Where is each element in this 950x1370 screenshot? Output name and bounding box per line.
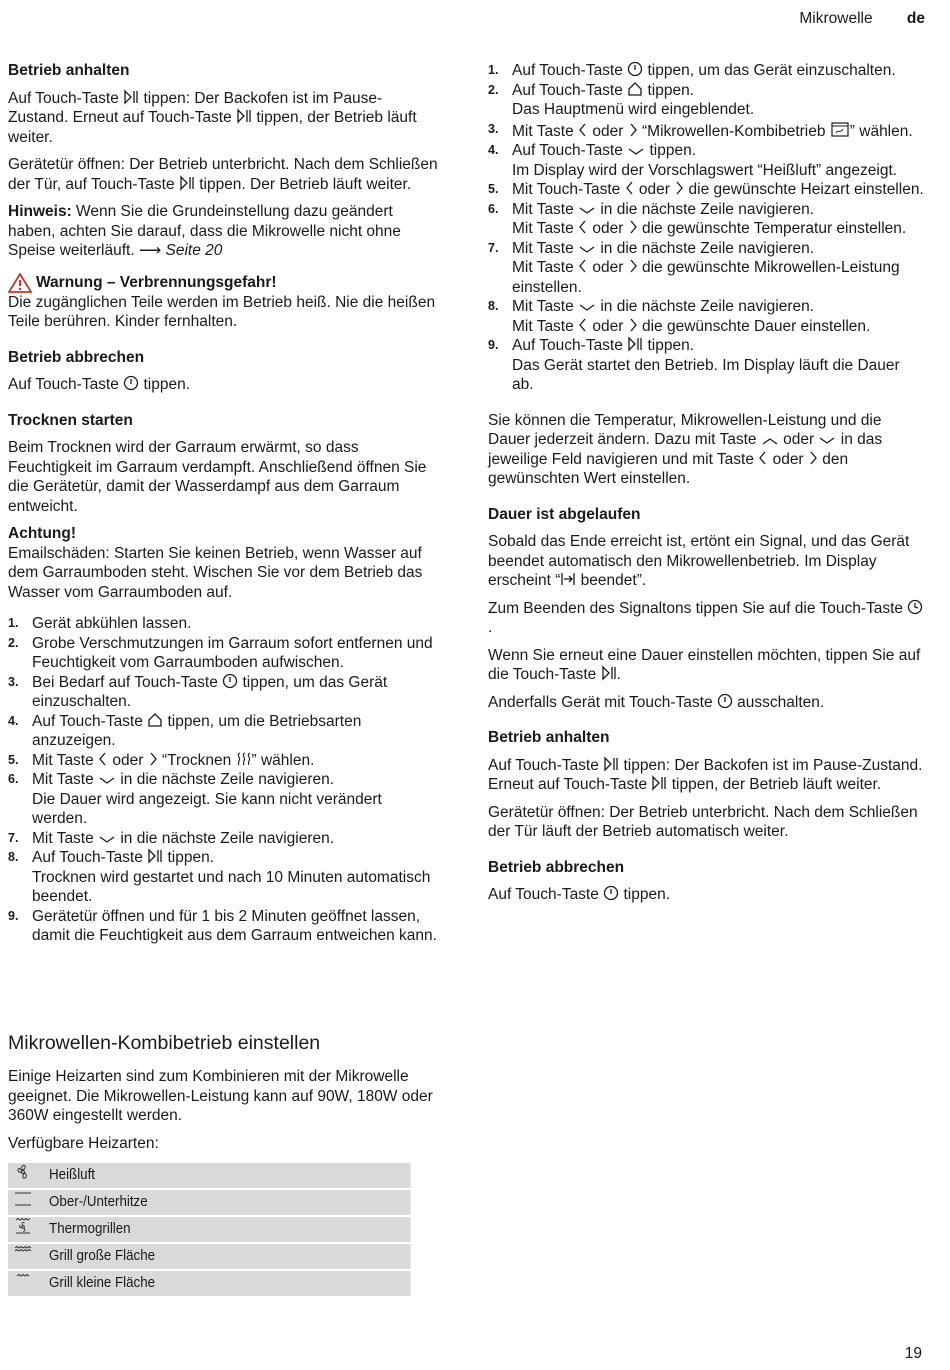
heizart-label: Heißluft [38,1163,411,1188]
heading-trocknen: Trocknen starten [8,411,133,429]
chevron-right-icon [808,450,818,466]
power-icon [222,673,238,689]
list-item: 5. Mit Taste oder “Trocknen ” wählen. [8,751,315,769]
list-item: 9. Gerätetür öffnen und für 1 bis 2 Minuten geöffnet lassen, damit die Feuchtigkeit aus dem Garraum entweichen kann. [8,907,437,944]
fan-icon [13,1163,33,1181]
heading-achtung: Achtung! [8,525,77,542]
microwave-combi-icon [830,120,850,138]
paragraph-verfuegbar: Verfügbare Heizarten: [8,1134,159,1152]
header-language: de [906,10,925,27]
heizart-label: Grill große Fläche [38,1244,411,1269]
chevron-left-icon [578,219,588,235]
paragraph-achtung: Emailschäden: Starten Sie keinen Betrieb, wenn Wasser auf dem Garraumboden steht. Wischen Sie vor dem Betrieb das Wasser vom Garraumboden auf. [8,544,423,601]
table-row [8,1244,443,1269]
list-item: 5. Mit Touch-Taste oder die gewünschte Heizart einstellen. [488,181,924,198]
list-item: 8. Auf Touch-Taste tippen. Trocknen wird gestartet und nach 10 Minuten automatisch beendet. [8,849,431,905]
list-item: 4. Auf Touch-Taste tippen. Im Display wird der Vorschlagswert “Heißluft” angezeigt. [488,142,898,179]
list-item: 7. Mit Taste in die nächste Zeile navigieren. Mit Taste oder die gewünschte Mikrowellen-Leistung einstellen. [488,239,900,296]
chevron-right-icon [628,122,638,138]
thermogrill-icon [13,1217,33,1235]
table-row [8,1271,443,1296]
heading-betrieb-abbrechen: Betrieb abbrechen [8,348,145,366]
list-item: 1. Auf Touch-Taste tippen, um das Gerät einzuschalten. [488,62,896,79]
paragraph-abbrechen-right: Auf Touch-Taste tippen. [488,886,671,903]
paragraph-anhalten-right: Auf Touch-Taste tippen: Der Backofen ist im Pause-Zustand. Erneut auf Touch-Taste tippen, der Betrieb läuft weiter. [488,756,923,793]
chevron-left-icon [578,258,588,274]
table-row [8,1190,443,1215]
paragraph-tuer: Gerätetür öffnen: Der Betrieb unterbricht. Nach dem Schließen der Tür, auf Touch-Taste tippen. Der Betrieb läuft weiter. [8,156,438,193]
warning-triangle-icon [8,273,32,293]
list-item: 3. Mit Taste oder “Mikrowellen-Kombibetrieb ” wählen. [488,121,913,140]
chevron-right-icon [674,180,684,196]
power-icon [603,885,619,901]
end-icon [560,571,576,587]
chevron-right-icon [628,258,638,274]
chevron-left-icon [98,751,108,767]
list-item: 7. Mit Taste in die nächste Zeile navigieren. [8,829,335,847]
paragraph-tuer-right: Gerätetür öffnen: Der Betrieb unterbricht. Nach dem Schließen der Tür läuft der Betrieb automatisch weiter. [488,803,918,840]
heizarten-table [8,1161,443,1298]
play-pause-icon [147,848,163,864]
chevron-left-icon [758,450,768,466]
chevron-down-icon [627,147,645,157]
list-item: 4. Auf Touch-Taste tippen, um die Betriebsarten anzuzeigen. [8,712,362,749]
heading-betrieb-abbrechen-right: Betrieb abbrechen [488,858,625,876]
heading-betrieb-anhalten-right: Betrieb anhalten [488,729,610,746]
list-item: 2. Grobe Verschmutzungen im Garraum sofort entfernen und Feuchtigkeit vom Garraumboden aufwischen. [8,634,433,671]
paragraph-abbrechen: Auf Touch-Taste tippen. [8,376,191,393]
chevron-down-icon [98,776,116,786]
page-header [799,9,925,29]
play-pause-icon [179,175,195,191]
table-row [8,1217,443,1242]
heading-dauer-abgelaufen: Dauer ist abgelaufen [488,505,641,523]
grill-small-icon [13,1271,33,1289]
table-row [8,1163,443,1188]
chevron-left-icon [625,180,635,196]
list-item: 6. Mit Taste in die nächste Zeile navigieren. Die Dauer wird angezeigt. Sie kann nicht verändert werden. [8,771,382,827]
home-icon [147,712,163,728]
hinweis-note: Hinweis: Wenn Sie die Grundeinstellung dazu geändert haben, achten Sie darauf, dass die Mikrowelle nicht ohne Speise weiterläuft. ⟶ Seite 20 [8,203,401,259]
chevron-up-icon [761,436,779,446]
paragraph-aendern: Sie können die Temperatur, Mikrowellen-Leistung und die Dauer jederzeit ändern. Dazu mit Taste oder in das jeweilige Feld navigieren und mit Taste oder den gewünschten Wert einstellen. [488,411,883,487]
play-pause-icon [603,756,619,772]
chevron-left-icon [578,317,588,333]
play-pause-icon [651,775,667,791]
power-icon [123,375,139,391]
list-item: 2. Auf Touch-Taste tippen. Das Hauptmenü wird eingeblendet. [488,81,755,118]
chevron-left-icon [578,122,588,138]
list-item: 9. Auf Touch-Taste tippen. Das Gerät startet den Betrieb. Im Display läuft die Dauer ab. [488,337,900,393]
grill-large-icon [13,1244,33,1262]
warning-text: Die zugänglichen Teile werden im Betrieb heiß. Nie die heißen Teile berühren. Kinder fernhalten. [8,293,436,330]
section-title-kombibetrieb: Mikrowellen-Kombibetrieb einstellen [8,1032,321,1054]
page-number: 19 [904,1345,922,1362]
list-item: 3. Bei Bedarf auf Touch-Taste tippen, um das Gerät einzuschalten. [8,673,388,710]
clock-icon [907,599,923,615]
heizart-label: Thermogrillen [38,1217,411,1242]
chevron-down-icon [578,303,596,313]
power-icon [717,693,733,709]
home-icon [627,81,643,97]
chevron-down-icon [98,835,116,845]
right-column [488,61,924,913]
chevron-right-icon [148,751,158,767]
header-section: Mikrowelle [799,10,873,27]
heading-betrieb-anhalten: Betrieb anhalten [8,62,130,79]
paragraph-kombi: Einige Heizarten sind zum Kombinieren mit der Mikrowelle geeignet. Die Mikrowellen-Leistung kann auf 90W, 180W oder 360W eingestellt werden. [8,1068,433,1124]
kombi-intro [8,1067,440,1161]
heizart-label: Grill kleine Fläche [38,1271,411,1296]
trocknen-steps [8,614,440,946]
left-column [8,61,440,954]
chevron-right-icon [628,219,638,235]
paragraph-trocknen: Beim Trocknen wird der Garraum erwärmt, so dass Feuchtigkeit im Garraum verdampft. Anschließend öffnen Sie die Gerätetür, damit der Wasserdampf aus dem Garraum entweicht. [8,439,427,515]
play-pause-icon [236,108,252,124]
top-bottom-heat-icon [13,1190,33,1208]
play-pause-icon [601,665,617,681]
play-pause-icon [123,89,139,105]
paragraph-dauer-3: Wenn Sie erneut eine Dauer einstellen möchten, tippen Sie auf die Touch-Taste . [488,646,921,683]
list-item: 6. Mit Taste in die nächste Zeile navigieren. Mit Taste oder die gewünschte Temperatur einstellen. [488,200,907,237]
paragraph-dauer-2: Zum Beenden des Signaltons tippen Sie auf die Touch-Taste . [488,599,924,638]
paragraph-dauer-4: Anderfalls Gerät mit Touch-Taste ausschalten. [488,693,825,711]
list-item: 1. Gerät abkühlen lassen. [8,615,192,632]
chevron-right-icon [628,317,638,333]
drying-icon [236,751,252,767]
paragraph-anhalten: Auf Touch-Taste tippen: Der Backofen ist im Pause-Zustand. Erneut auf Touch-Taste tippen, der Betrieb läuft weiter. [8,89,417,146]
kombi-steps [488,61,924,395]
list-item: 8. Mit Taste in die nächste Zeile navigieren. Mit Taste oder die gewünschte Dauer einstellen. [488,298,871,335]
chevron-down-icon [578,245,596,255]
paragraph-dauer-1: Sobald das Ende erreicht ist, ertönt ein Signal, und das Gerät beendet automatisch den Mikrowellenbetrieb. Im Display erscheint “ beendet”. [488,533,910,589]
power-icon [627,61,643,77]
arrow-right-icon: ⟶ [138,242,162,259]
chevron-down-icon [818,436,836,446]
play-pause-icon [627,336,643,352]
warning-title: Warnung – Verbrennungsgefahr! [8,273,440,293]
heizart-label: Ober-/Unterhitze [38,1190,411,1215]
page-reference-link[interactable]: Seite 20 [165,242,223,259]
chevron-down-icon [578,206,596,216]
